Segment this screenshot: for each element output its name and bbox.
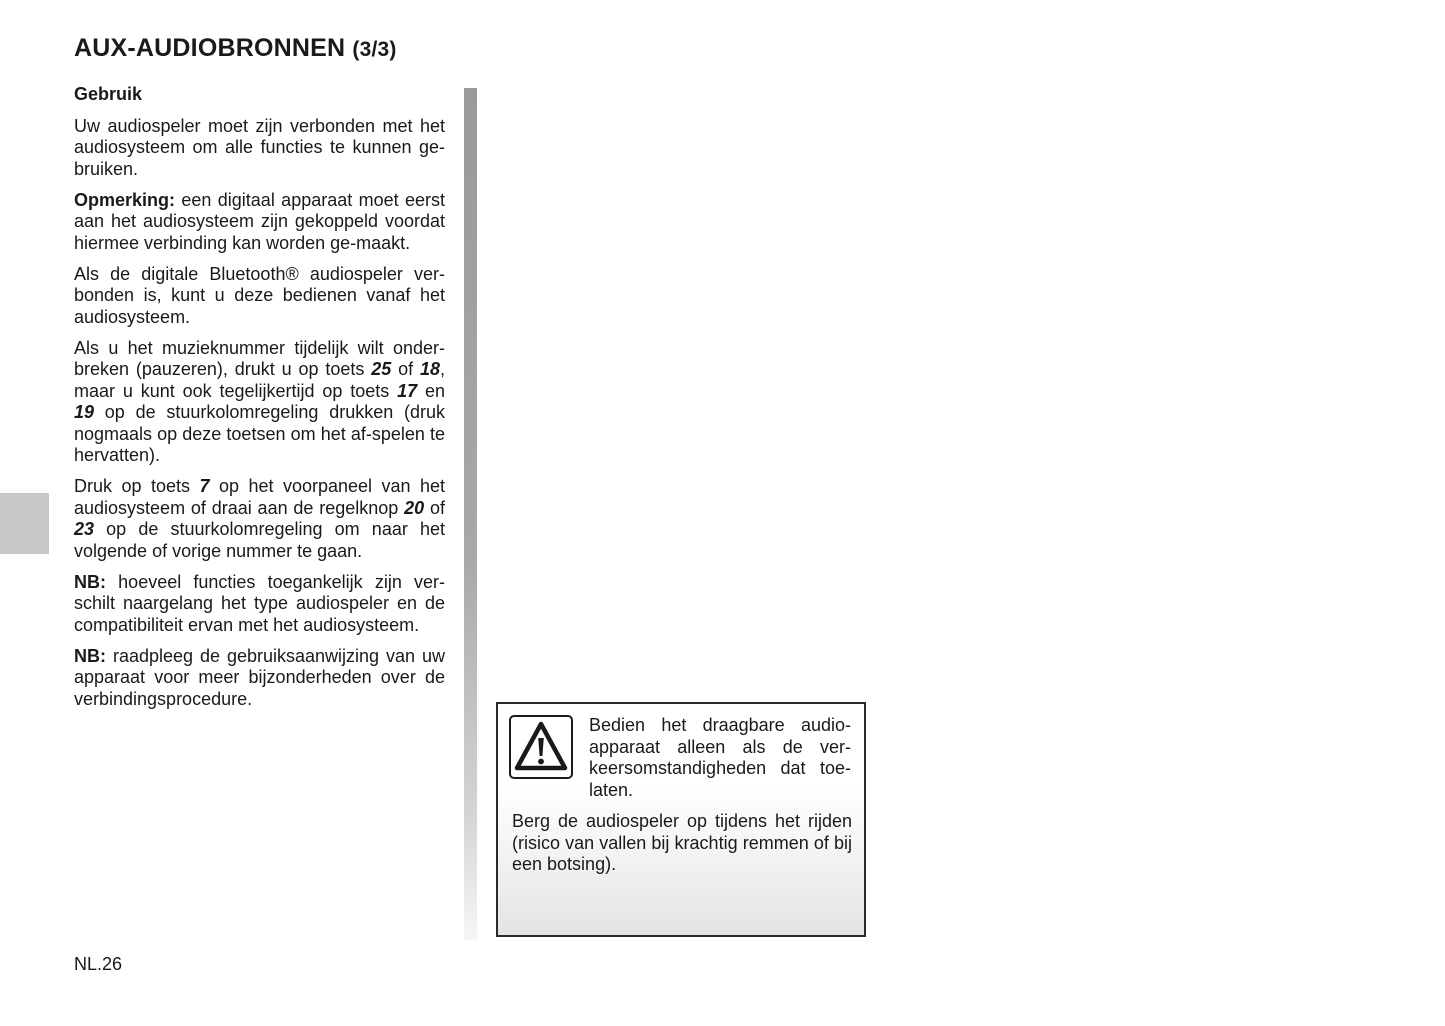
paragraph-note-pairing (74, 190, 445, 255)
page-title-text: AUX-AUDIOBRONNEN (74, 34, 346, 62)
side-thumb-tab (0, 493, 49, 554)
nb-label: NB: (74, 645, 106, 666)
track-text-4: op de stuurkolomregeling om naar het volgende of vorige nummer te gaan. (74, 519, 445, 561)
paragraph-connection: Uw audiospeler moet zijn verbonden met het audiosysteem om alle functies te kunnen ge-bruiken. (74, 115, 445, 179)
key-20: 20 (404, 497, 425, 518)
page-title-part: (3/3) (352, 38, 397, 61)
pause-text-1: Als u het muzieknummer tijdelijk wilt onder-breken (pauzeren), drukt u op toets (74, 337, 445, 379)
nb-text: hoeveel functies toegankelijk zijn ver-schilt naargelang het type audiospeler en de compatibiliteit ervan met het audiosysteem. (74, 571, 445, 635)
pause-text-2: of (391, 359, 420, 379)
note-label: Opmerking: (74, 189, 176, 210)
key-7: 7 (199, 476, 210, 496)
main-text-column (74, 84, 445, 720)
paragraph-nb-manual (74, 646, 445, 711)
paragraph-pause (74, 338, 445, 467)
nb-text: raadpleeg de gebruiksaanwijzing van uw apparaat voor meer bijzonderheden over de verbindingsprocedure. (74, 645, 445, 709)
key-25: 25 (371, 359, 392, 379)
paragraph-bluetooth: Als de digitale Bluetooth® audiospeler ver-bonden is, kunt u deze bedienen vanaf het audiosysteem. (74, 263, 445, 327)
section-subheading: Gebruik (74, 84, 143, 104)
page-number: NL.26 (74, 954, 123, 974)
nb-label: NB: (74, 571, 106, 592)
warning-box (496, 702, 866, 937)
warning-triangle-icon (509, 715, 573, 779)
key-18: 18 (419, 359, 440, 379)
track-text-3: of (424, 497, 446, 518)
pause-text-3: , maar u kunt ook tegelijkertijd op toets (74, 359, 445, 401)
key-23: 23 (74, 519, 95, 539)
note-text: een digitaal apparaat moet eerst aan het audiosysteem zijn gekoppeld voordat hiermee verbinding kan worden ge-maakt. (74, 189, 445, 253)
warning-text-primary: Bedien het draagbare audio-apparaat alleen als de ver-keersomstandigheden dat toe-laten. (589, 715, 851, 800)
pause-text-4: en (417, 380, 445, 401)
track-text-2: op het voorpaneel van het audiosysteem of draai aan de regelknop (74, 476, 445, 518)
paragraph-nb-functions (74, 572, 445, 637)
page-title (74, 34, 397, 63)
pause-text-5: op de stuurkolomregeling drukken (druk nogmaals op deze toetsen om het af-spelen te hervatten). (74, 402, 445, 465)
key-17: 17 (397, 380, 418, 401)
column-divider (464, 88, 477, 940)
paragraph-next-track (74, 476, 445, 562)
track-text-1: Druk op toets (74, 476, 200, 496)
key-19: 19 (74, 402, 95, 422)
warning-text-secondary: Berg de audiospeler op tijdens het rijden (risico van vallen bij krachtig remmen of bij een botsing). (512, 811, 852, 874)
